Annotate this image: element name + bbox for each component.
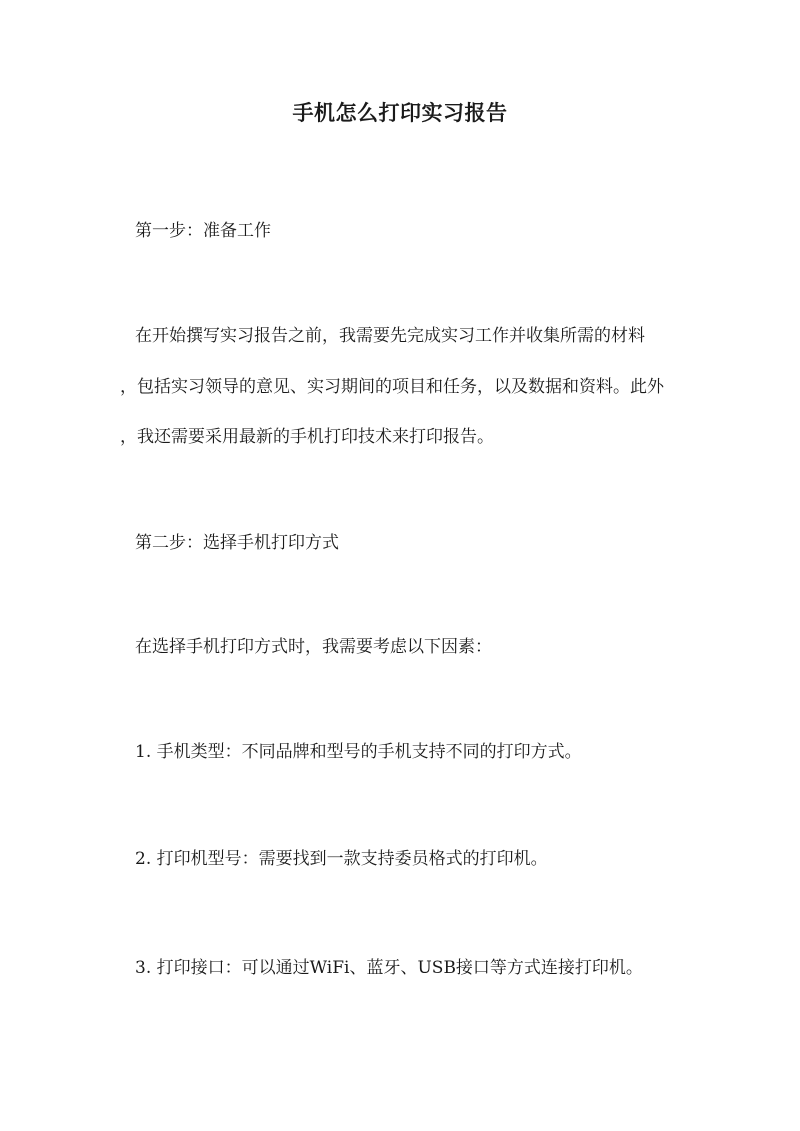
list-item: 2. 打印机型号：需要找到一款支持委员格式的打印机。 — [135, 849, 548, 869]
step2-intro: 在选择手机打印方式时，我需要考虑以下因素： — [135, 637, 492, 657]
step1-paragraph-line-1: 在开始撰写实习报告之前，我需要先完成实习工作并收集所需的材料 — [135, 326, 645, 346]
step1-heading: 第一步：准备工作 — [135, 221, 271, 241]
step2-heading: 第二步：选择手机打印方式 — [135, 533, 339, 553]
list-item: 3. 打印接口：可以通过WiFi、蓝牙、USB接口等方式连接打印机。 — [135, 958, 643, 978]
document-title: 手机怎么打印实习报告 — [292, 100, 508, 125]
list-item: 1. 手机类型：不同品牌和型号的手机支持不同的打印方式。 — [135, 742, 582, 762]
step1-paragraph-line-3: ，我还需要采用最新的手机打印技术来打印报告。 — [120, 427, 494, 447]
step1-paragraph-line-2: ，包括实习领导的意见、实习期间的项目和任务，以及数据和资料。此外 — [120, 377, 664, 397]
